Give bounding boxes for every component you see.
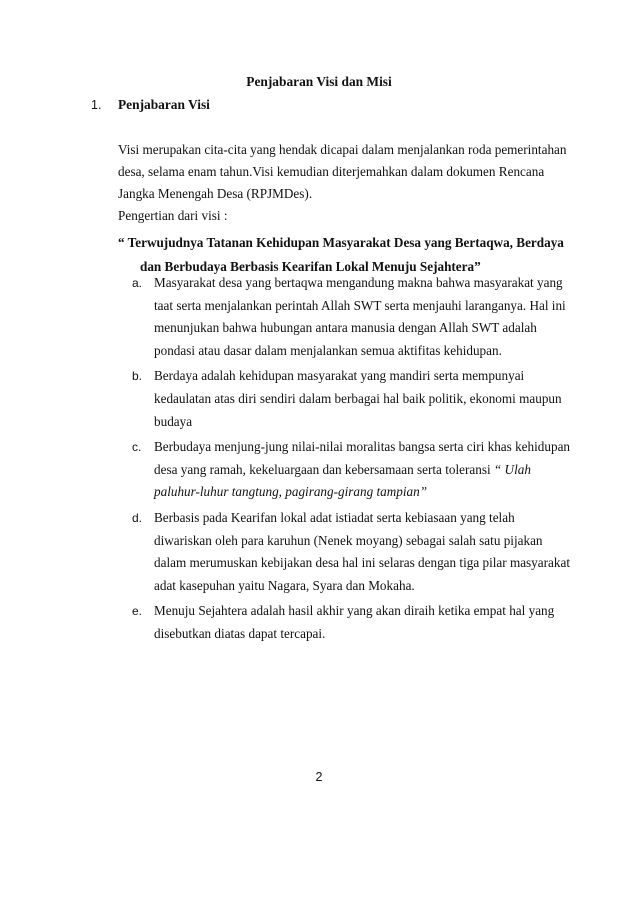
list-item-label: c.	[132, 440, 142, 455]
list-item-label: d.	[132, 510, 143, 525]
list-item-line: Berbudaya menjung-jung nilai-nilai moralitas bangsa serta ciri khas kehidupan	[154, 439, 571, 455]
intro-line: Visi merupakan cita-cita yang hendak dicapai dalam menjalankan roda pemerintahan	[118, 142, 567, 157]
list-item-line: taat serta menjalankan perintah Allah SWT serta menjauhi laranganya. Hal ini	[154, 297, 566, 313]
intro-line: desa, selama enam tahun.Visi kemudian diterjemahkan dalam dokumen Rencana	[118, 164, 545, 179]
list-item-line: diwariskan oleh para karuhun (Nenek moyang) sebagai salah satu pijakan	[154, 532, 543, 548]
list-item-line: adat kasepuhan yaitu Nagara, Syara dan Mokaha.	[154, 577, 415, 593]
intro-line: Pengertian dari visi :	[118, 208, 228, 223]
list-item-a	[132, 272, 572, 362]
page-number: 2	[315, 770, 323, 784]
section-heading: Penjabaran Visi	[118, 97, 210, 112]
list-item-line: Menuju Sejahtera adalah hasil akhir yang akan diraih ketika empat hal yang	[154, 603, 555, 619]
list-item-label: a.	[132, 276, 143, 290]
list-item-label: e.	[132, 604, 143, 619]
list-item-c	[132, 436, 572, 504]
list-item-label: b.	[132, 369, 143, 384]
intro-paragraph	[118, 139, 573, 227]
vision-line-1: “ Terwujudnya Tatanan Kehidupan Masyarakat Desa yang Bertaqwa, Berdaya	[118, 235, 564, 250]
list-item-b	[132, 365, 572, 433]
italic-quote-line: paluhur-luhur tangtung, pagirang-girang tampian”	[154, 484, 428, 500]
page-title: Penjabaran Visi dan Misi	[246, 74, 392, 89]
list-item-line: Masyarakat desa yang bertaqwa mengandung makna bahwa masyarakat yang	[154, 275, 563, 290]
list-item-e	[132, 600, 572, 645]
list-item-line	[154, 459, 572, 482]
intro-line: Jangka Menengah Desa (RPJMDes).	[118, 186, 313, 201]
list-item-line: pondasi atau dasar dalam menjalankan semua aktifitas kehidupan.	[154, 342, 502, 358]
italic-quote-start: “ Ulah	[493, 461, 531, 477]
list-item-d	[132, 507, 572, 597]
list-item-line: dalam merumuskan kebijakan desa hal ini selaras dengan tiga pilar masyarakat	[154, 555, 570, 571]
list-item-text: desa yang ramah, kekeluargaan dan kebersamaan serta toleransi	[154, 461, 494, 477]
list-item-line: Berdaya adalah kehidupan masyarakat yang mandiri serta mempunyai	[154, 368, 525, 384]
list-item-line: budaya	[154, 413, 193, 429]
list-item-line: kedaulatan atas diri sendiri dalam berbagai hal baik politik, ekonomi maupun	[154, 390, 562, 406]
section-number: 1.	[91, 98, 102, 112]
list-item-line: Berbasis pada Kearifan lokal adat istiadat serta kebiasaan yang telah	[154, 509, 515, 525]
list-item-line: menunjukan bahwa hubungan antara manusia dengan Allah SWT adalah	[154, 320, 537, 336]
vision-explanation-list	[132, 272, 572, 649]
vision-line-2: dan Berbudaya Berbasis Kearifan Lokal Menuju Sejahtera”	[140, 259, 481, 274]
list-item-line: disebutkan diatas dapat tercapai.	[154, 625, 326, 641]
